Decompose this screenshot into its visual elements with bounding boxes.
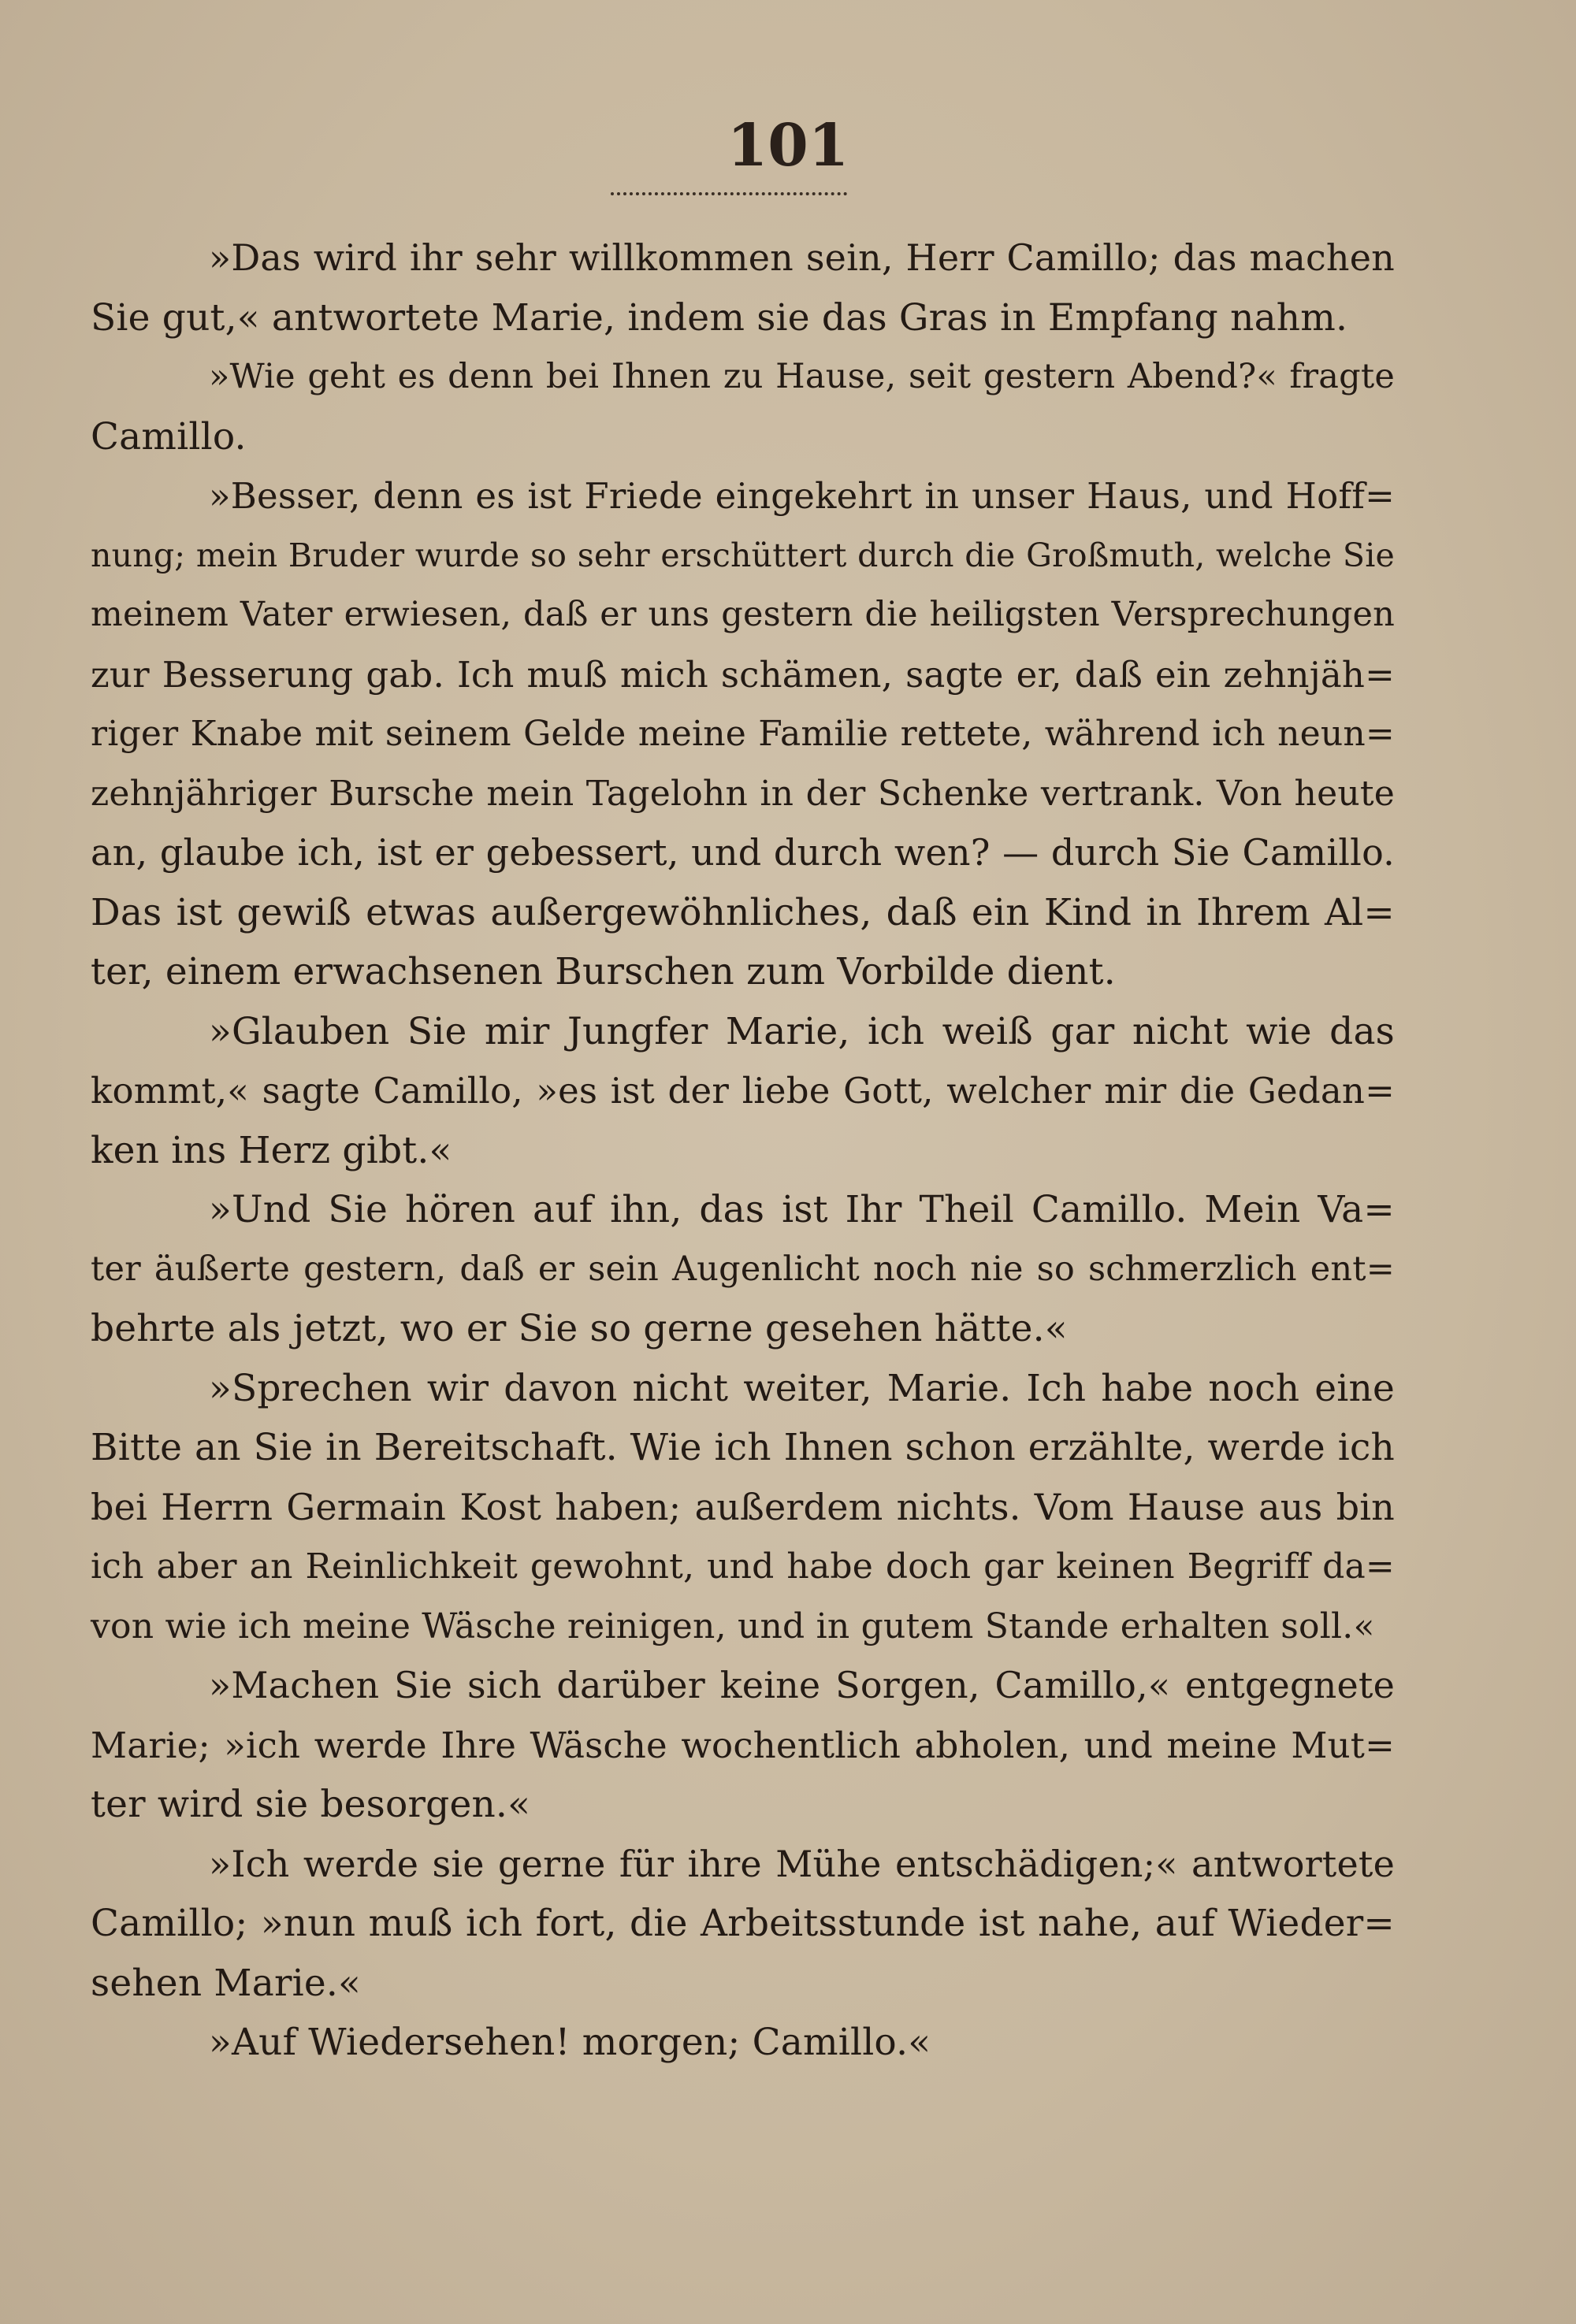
text-line: »Sprechen wir davon nicht weiter, Marie. Ich habe noch eine	[209, 1366, 1395, 1410]
text-line: Marie; »ich werde Ihre Wäsche wochentlich abholen, und meine Mut=	[91, 1724, 1395, 1766]
text-line: Sie gut,« antwortete Marie, indem sie das Gras in Empfang nahm.	[91, 295, 1348, 340]
page-number: 101	[727, 112, 849, 180]
text-line: kommt,« sagte Camillo, »es ist der liebe Gott, welcher mir die Gedan=	[91, 1070, 1395, 1112]
text-line: meinem Vater erwiesen, daß er uns gestern die heiligsten Versprechungen	[91, 595, 1395, 634]
text-line: »Besser, denn es ist Friede eingekehrt in unser Haus, und Hoff=	[209, 475, 1395, 517]
text-line: Camillo.	[91, 414, 247, 458]
text-line: riger Knabe mit seinem Gelde meine Familie rettete, während ich neun=	[91, 714, 1395, 754]
text-line: Bitte an Sie in Bereitschaft. Wie ich Ihnen schon erzählte, werde ich	[91, 1426, 1395, 1469]
text-line: ken ins Herz gibt.«	[91, 1128, 452, 1172]
text-line: ter äußerte gestern, daß er sein Augenlicht noch nie so schmerzlich ent=	[91, 1249, 1395, 1289]
text-line: »Und Sie hören auf ihn, das ist Ihr Theil Camillo. Mein Va=	[209, 1188, 1395, 1231]
text-line: nung; mein Bruder wurde so sehr erschüttert durch die Großmuth, welche Sie	[91, 536, 1395, 574]
body-text	[91, 228, 1395, 2073]
text-line: »Auf Wiedersehen! morgen; Camillo.«	[209, 2021, 931, 2064]
text-line: ich aber an Reinlichkeit gewohnt, und habe doch gar keinen Begriff da=	[91, 1546, 1395, 1587]
text-line: »Glauben Sie mir Jungfer Marie, ich weiß gar nicht wie das	[209, 1009, 1395, 1053]
text-line: behrte als jetzt, wo er Sie so gerne gesehen hätte.«	[91, 1307, 1068, 1350]
text-line: »Machen Sie sich darüber keine Sorgen, Camillo,« entgegnete	[209, 1664, 1395, 1706]
text-line: Das ist gewiß etwas außergewöhnliches, daß ein Kind in Ihrem Al=	[91, 890, 1395, 934]
text-line: ter wird sie besorgen.«	[91, 1783, 531, 1826]
text-line: sehen Marie.«	[91, 1961, 361, 2005]
text-line: »Ich werde sie gerne für ihre Mühe entschädigen;« antwortete	[209, 1842, 1395, 1885]
text-line: zehnjähriger Bursche mein Tagelohn in der Schenke vertrank. Von heute	[91, 773, 1395, 814]
text-line: »Das wird ihr sehr willkommen sein, Herr Camillo; das machen	[209, 236, 1395, 279]
text-line: bei Herrn Germain Kost haben; außerdem nichts. Vom Hause aus bin	[91, 1485, 1395, 1528]
text-line: von wie ich meine Wäsche reinigen, und in gutem Stande erhalten soll.«	[91, 1606, 1375, 1646]
text-line: an, glaube ich, ist er gebessert, und durch wen? — durch Sie Camillo.	[91, 831, 1395, 874]
text-line: zur Besserung gab. Ich muß mich schämen, sagte er, daß ein zehnjäh=	[91, 653, 1395, 696]
text-line: »Wie geht es denn bei Ihnen zu Hause, seit gestern Abend?« fragte	[209, 357, 1395, 396]
text-line: ter, einem erwachsenen Burschen zum Vorbilde dient.	[91, 950, 1116, 993]
text-line: Camillo; »nun muß ich fort, die Arbeitsstunde ist nahe, auf Wieder=	[91, 1902, 1395, 1945]
header-dotted-rule	[611, 192, 847, 195]
